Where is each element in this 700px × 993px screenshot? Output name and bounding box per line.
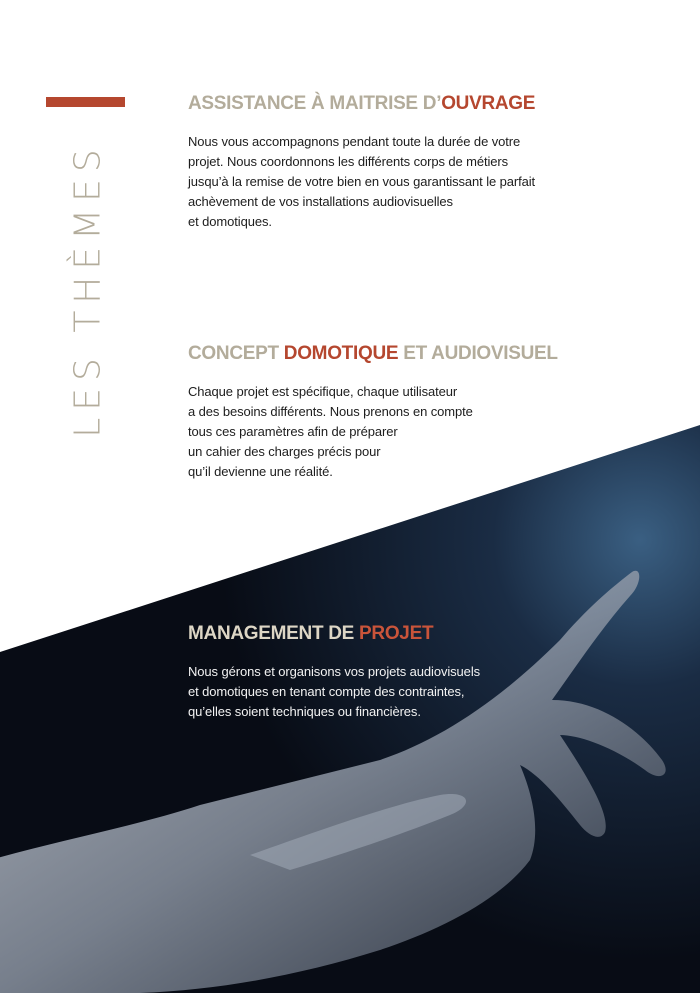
section-heading (188, 342, 558, 366)
section-concept-domotique (188, 342, 558, 482)
body-line: Nous gérons et organisons vos projets audiovisuels (188, 664, 481, 679)
body-line: achèvement de vos installations audiovisuelles (188, 194, 453, 209)
body-line: projet. Nous coordonnons les différents corps de métiers (188, 154, 509, 169)
body-line: qu’il devienne une réalité. (188, 464, 333, 479)
body-line: tous ces paramètres afin de préparer (188, 424, 398, 439)
body-line: a des besoins différents. Nous prenons en compte (188, 404, 473, 419)
body-line: Nous vous accompagnons pendant toute la durée de votre (188, 134, 521, 149)
heading-accent-text: DOMOTIQUE (283, 343, 399, 364)
section-body (188, 382, 558, 482)
body-line: jusqu’à la remise de votre bien en vous garantissant le parfait (188, 174, 536, 189)
heading-plain-text: ASSISTANCE À MAITRISE D’ (188, 93, 442, 114)
body-line: et domotiques. (188, 214, 272, 229)
body-line: qu’elles soient techniques ou financières. (188, 704, 421, 719)
section-heading (188, 92, 535, 116)
heading-accent-text: PROJET (359, 623, 434, 644)
section-heading (188, 622, 480, 646)
heading-plain-text: CONCEPT (188, 343, 284, 364)
section-body (188, 662, 480, 722)
accent-bar (46, 97, 125, 107)
heading-plain-text-after: ET AUDIOVISUEL (398, 343, 558, 364)
heading-plain-text: MANAGEMENT DE (188, 623, 360, 644)
section-assistance-maitrise-ouvrage (188, 92, 535, 232)
body-line: Chaque projet est spécifique, chaque utilisateur (188, 384, 458, 399)
heading-accent-text: OUVRAGE (441, 93, 536, 114)
body-line: et domotiques en tenant compte des contraintes, (188, 684, 465, 699)
section-management-projet (188, 622, 480, 722)
body-line: un cahier des charges précis pour (188, 444, 381, 459)
section-body (188, 132, 535, 232)
vertical-section-title: LES THÈMES (67, 142, 109, 438)
